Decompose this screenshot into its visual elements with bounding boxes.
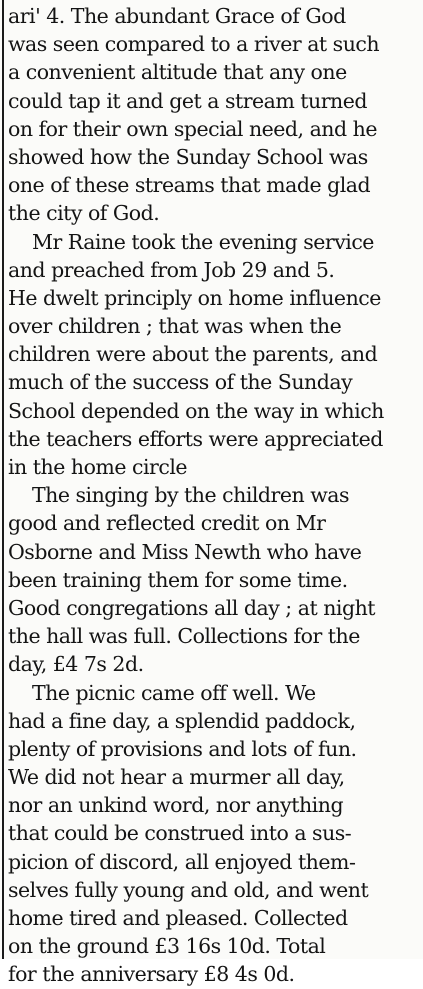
article-line: in the home circle xyxy=(8,455,188,479)
article-line: over children ; that was when the xyxy=(8,314,342,339)
article-line: been training them for some time. xyxy=(8,567,348,592)
article-line: home tired and pleased. Collected xyxy=(8,906,348,930)
article-column xyxy=(8,2,418,989)
article-line: on for their own special need, and he xyxy=(8,116,377,141)
column-rule xyxy=(2,0,4,959)
article-line: picion of discord, all enjoyed them- xyxy=(8,849,356,874)
article-line: the city of God. xyxy=(8,201,160,226)
article-line: much of the success of the Sunday xyxy=(8,370,353,395)
article-line: on the ground £3 16s 10d. Total xyxy=(8,934,326,959)
article-line: and preached from Job 29 and 5. xyxy=(8,257,335,282)
article-line: good and reflected credit on Mr xyxy=(8,511,326,536)
article-paragraph xyxy=(8,679,418,989)
article-line: The singing by the children was xyxy=(32,483,349,508)
article-line: Good congregations all day ; at night xyxy=(8,595,376,620)
article-line: day, £4 7s 2d. xyxy=(8,652,144,677)
article-line: children were about the parents, and xyxy=(8,342,378,367)
article-line: School depended on the way in which xyxy=(8,398,384,423)
article-line: Mr Raine took the evening service xyxy=(32,229,374,254)
article-line: the hall was full. Collections for the xyxy=(8,624,360,649)
article-line: selves fully young and old, and went xyxy=(8,877,369,902)
article-paragraph xyxy=(8,2,418,228)
article-line: one of these streams that made glad xyxy=(8,173,371,198)
article-line: had a fine day, a splendid paddock, xyxy=(8,708,356,733)
article-line: that could be construed into a sus- xyxy=(8,821,352,846)
article-line: We did not hear a murmer all day, xyxy=(8,765,345,790)
article-line: showed how the Sunday School was xyxy=(8,144,368,169)
article-line: He dwelt principly on home influence xyxy=(8,285,381,310)
article-paragraph xyxy=(8,228,418,482)
article-line: could tap it and get a stream turned xyxy=(8,88,368,113)
article-line: for the anniversary £8 4s 0d. xyxy=(8,962,295,987)
article-line: The picnic came off well. We xyxy=(32,680,316,705)
article-line: plenty of provisions and lots of fun. xyxy=(8,736,357,761)
article-paragraph xyxy=(8,481,418,678)
article-line: nor an unkind word, nor anything xyxy=(8,793,344,818)
article-line: the teachers efforts were appreciated xyxy=(8,426,383,451)
article-line: a convenient altitude that any one xyxy=(8,60,347,85)
article-line: ari' 4. The abundant Grace of God xyxy=(8,4,346,28)
article-line: was seen compared to a river at such xyxy=(8,32,380,57)
article-line: Osborne and Miss Newth who have xyxy=(8,539,362,564)
